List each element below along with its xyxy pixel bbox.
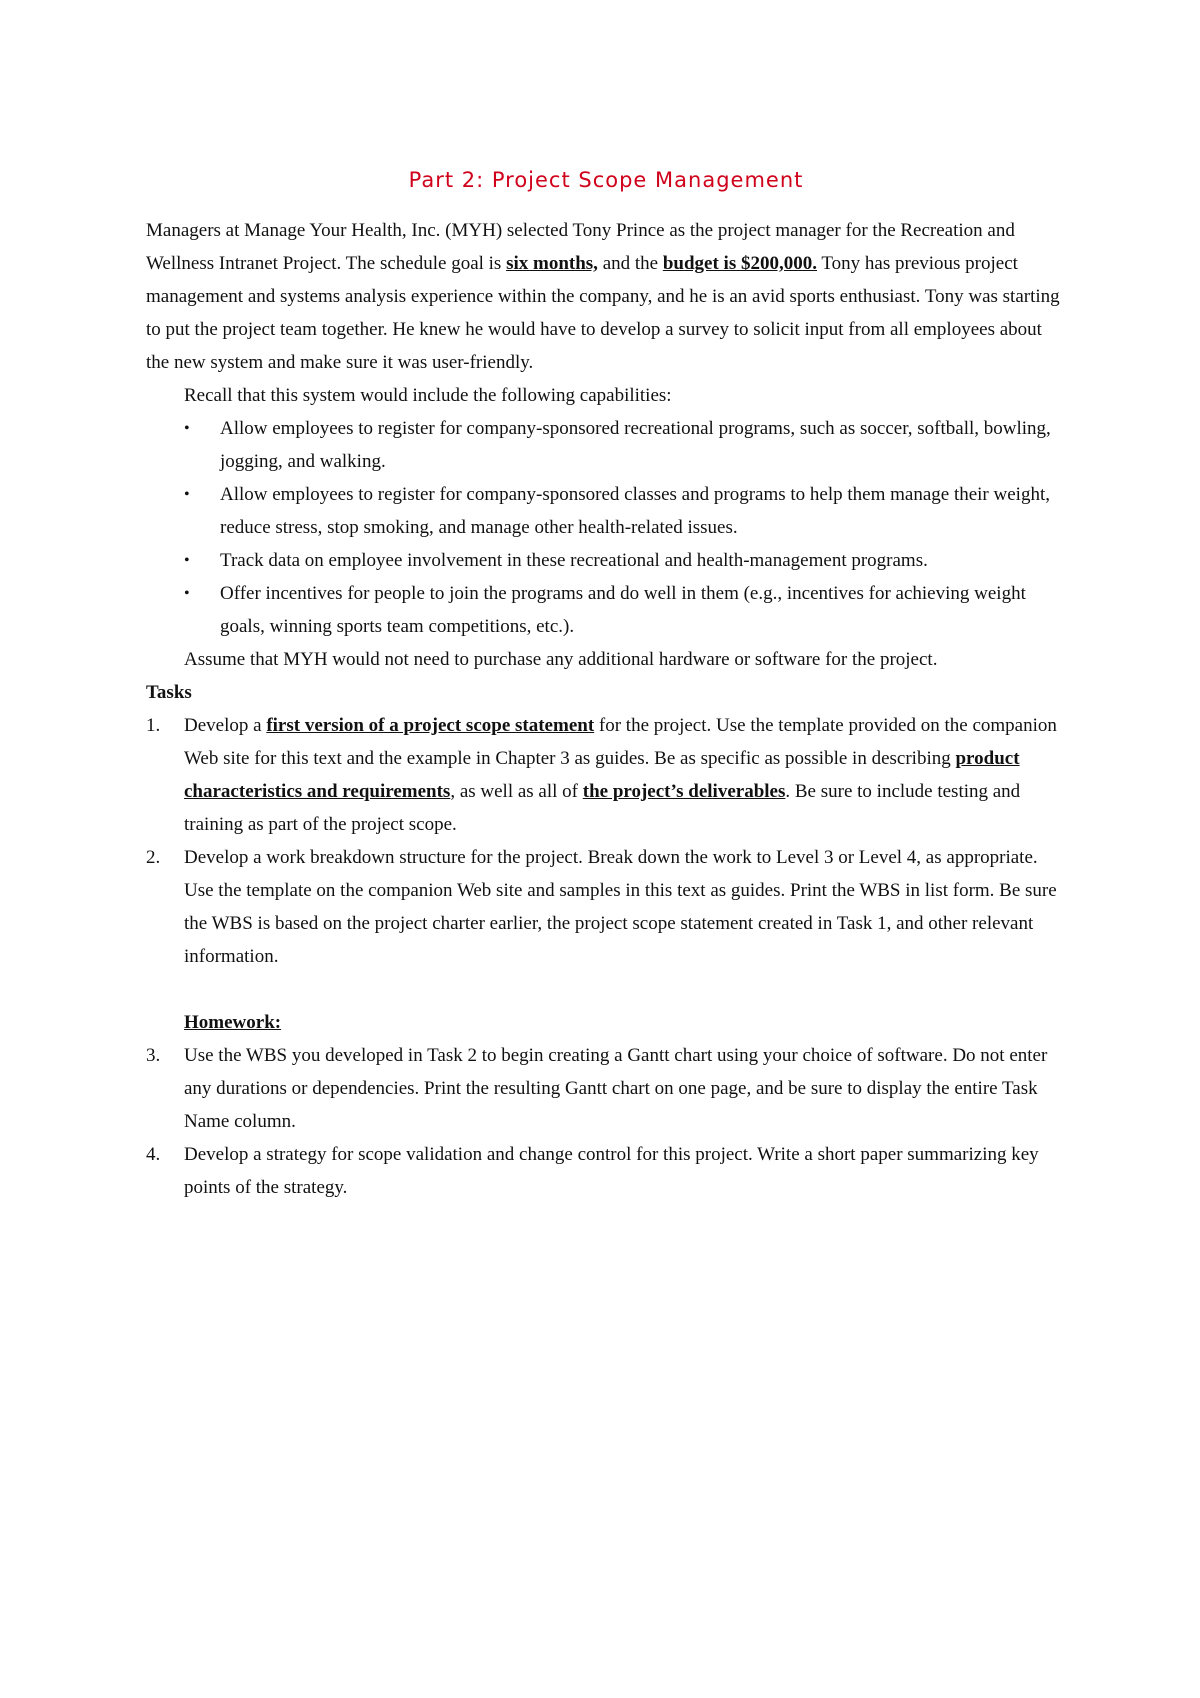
task-emphasis: first version of a project scope statement [266,715,595,736]
task-item-3 [146,1039,1066,1138]
task-text: . Be sure to include testing and training as part of the project scope. [184,781,1021,835]
bullet-icon: • [184,585,190,602]
task-emphasis: product characteristics and requirements [184,748,1020,802]
task-number: 3. [146,1045,161,1066]
task-emphasis: the project’s deliverables [582,781,786,802]
assume-paragraph: Assume that MYH would not need to purchase any additional hardware or software for the project. [184,649,938,670]
intro-text-3: Tony has previous project management and systems analysis experience within the company, and he is an avid sports enthusiast. Tony was starting to put the project team together. He knew he would have to develop a survey to solicit input from all employees about the new system and make sure it was user-friendly. [146,253,1060,373]
homework-heading: Homework: [184,1012,282,1033]
document-body [146,160,1066,1204]
task-text: Develop a [184,715,267,736]
task-item-2 [146,841,1066,973]
task-number: 4. [146,1144,161,1165]
intro-paragraph [146,214,1066,379]
schedule-goal: six months, [506,253,598,274]
capabilities-list [146,412,1066,643]
tasks-list [146,709,1066,973]
intro-text-2: and the [597,253,663,274]
task-text: Develop a strategy for scope validation and change control for this project. Write a short paper summarizing key points of the strategy. [184,1144,1039,1198]
list-item [146,544,1066,577]
list-item [146,412,1066,478]
capability-text: Allow employees to register for company-sponsored classes and programs to help them manage their weight, reduce stress, stop smoking, and manage other health-related issues. [220,484,1050,538]
bullet-icon: • [184,420,190,437]
tasks-heading: Tasks [146,682,192,703]
capability-text: Track data on employee involvement in these recreational and health-management programs. [220,550,928,571]
homework-list [146,1039,1066,1204]
spacer [146,973,1066,1006]
capability-text: Allow employees to register for company-sponsored recreational programs, such as soccer, softball, bowling, jogging, and walking. [220,418,1051,472]
task-item-4 [146,1138,1066,1204]
task-number: 2. [146,847,161,868]
task-text: , as well as all of [450,781,583,802]
list-item [146,478,1066,544]
bullet-icon: • [184,552,190,569]
task-number: 1. [146,715,161,736]
task-text: Develop a work breakdown structure for the project. Break down the work to Level 3 or Level 4, as appropriate. Use the template on the companion Web site and samples in this text as guides. Print the WBS in list form. Be sure the WBS is based on the project charter earlier, the project scope statement created in Task 1, and other relevant information. [184,847,1057,967]
recall-paragraph: Recall that this system would include the following capabilities: [184,385,672,406]
list-item [146,577,1066,643]
bullet-icon: • [184,486,190,503]
task-text: for the project. Use the template provided on the companion Web site for this text and the example in Chapter 3 as guides. Be as specific as possible in describing [184,715,1057,769]
task-text: Use the WBS you developed in Task 2 to begin creating a Gantt chart using your choice of software. Do not enter any durations or dependencies. Print the resulting Gantt chart on one page, and be sure to display the entire Task Name column. [184,1045,1048,1132]
intro-text-1: Managers at Manage Your Health, Inc. (MYH) selected Tony Prince as the project manager for the Recreation and Wellness Intranet Project. The schedule goal is [146,220,1015,274]
page-title: Part 2: Project Scope Management [408,168,804,192]
task-item-1 [146,709,1066,841]
capability-text: Offer incentives for people to join the programs and do well in them (e.g., incentives for achieving weight goals, winning sports team competitions, etc.). [220,583,1026,637]
budget-goal: budget is $200,000. [662,253,817,274]
